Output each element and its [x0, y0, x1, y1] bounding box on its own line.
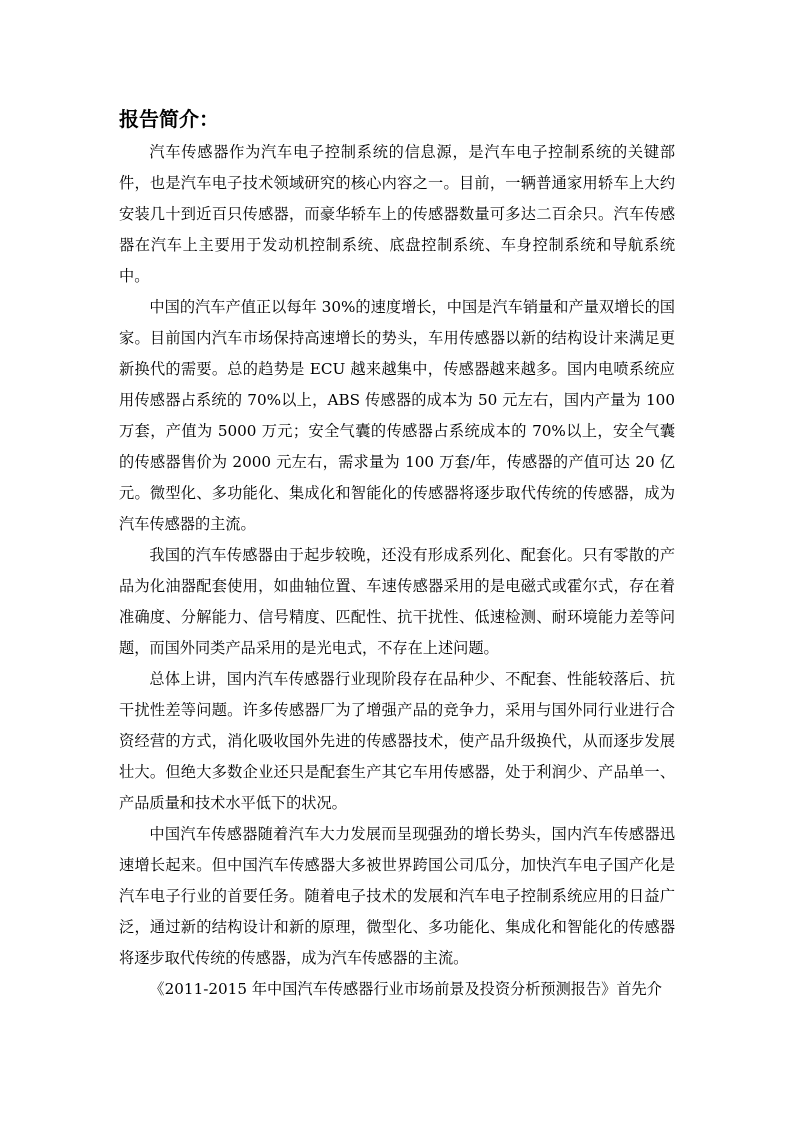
paragraph-6: 《2011-2015 年中国汽车传感器行业市场前景及投资分析预测报告》首先介 — [149, 980, 662, 998]
paragraph-2: 中国的汽车产值正以每年 30%的速度增长，中国是汽车销量和产量双增长的国家。目前国内汽车市场保持高速增长的势头，车用传感器以新的结构设计来满足更新换代的需要。总的趋势是 ECU 越来越集中，传感器越来越多。国内电喷系统应用传感器占系统的 70%以上，ABS 传感器的成本为 50 元左右，国内产量为 100 万套，产值为 5000 万元；安全气囊的传感器占系统成本的 70%以上，安全气囊的传感器售价为 2000 元左右，需求量为 100 万套/年，传感器的产值可达 20 亿元。微型化、多功能化、集成化和智能化的传感器将逐步取代传统的传感器，成为汽车传感器的主流。 — [119, 298, 675, 533]
paragraph-4: 总体上讲，国内汽车传感器行业现阶段存在品种少、不配套、性能较落后、抗干扰性差等问题。许多传感器厂为了增强产品的竞争力，采用与国外同行业进行合资经营的方式，消化吸收国外先进的传感器技术，使产品升级换代，从而逐步发展壮大。但绝大多数企业还只是配套生产其它车用传感器，处于利润少、产品单一、产品质量和技术水平低下的状况。 — [119, 670, 675, 812]
paragraph-5: 中国汽车传感器随着汽车大力发展而呈现强劲的增长势头，国内汽车传感器迅速增长起来。但中国汽车传感器大多被世界跨国公司瓜分，加快汽车电子国产化是汽车电子行业的首要任务。随着电子技术的发展和汽车电子控制系统应用的日益广泛，通过新的结构设计和新的原理，微型化、多功能化、集成化和智能化的传感器将逐步取代传统的传感器，成为汽车传感器的主流。 — [119, 825, 675, 967]
page-title: 报告简介： — [119, 107, 219, 131]
paragraph-3: 我国的汽车传感器由于起步较晚，还没有形成系列化、配套化。只有零散的产品为化油器配套使用，如曲轴位置、车速传感器采用的是电磁式或霍尔式，存在着准确度、分解能力、信号精度、匹配性、抗干扰性、低速检测、耐环境能力差等问题，而国外同类产品采用的是光电式，不存在上述问题。 — [119, 546, 675, 657]
document-body — [119, 137, 675, 1005]
paragraph-1: 汽车传感器作为汽车电子控制系统的信息源，是汽车电子控制系统的关键部件，也是汽车电子技术领域研究的核心内容之一。目前，一辆普通家用轿车上大约安装几十到近百只传感器，而豪华轿车上的传感器数量可多达二百余只。汽车传感器在汽车上主要用于发动机控制系统、底盘控制系统、车身控制系统和导航系统中。 — [119, 143, 675, 285]
